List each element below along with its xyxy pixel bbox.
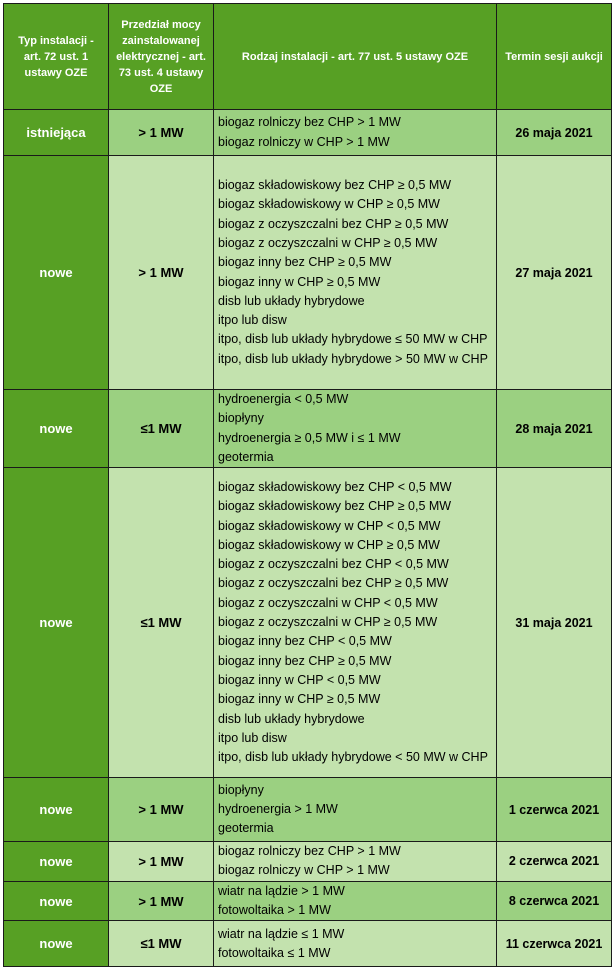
header-installation-kind: Rodzaj instalacji - art. 77 ust. 5 ustawy OZE [214,4,497,110]
installation-type-cell: nowe [4,881,109,921]
installation-kinds-cell [214,468,497,778]
installation-kinds-cell [214,921,497,967]
installation-type-cell: nowe [4,156,109,390]
table-row [4,156,612,390]
installation-kind-item: biogaz składowiskowy bez CHP < 0,5 MW [218,479,452,494]
installation-kind-item: biogaz z oczyszczalni bez CHP ≥ 0,5 MW [218,216,449,231]
installation-type-cell: nowe [4,390,109,468]
installation-kinds-cell [214,778,497,842]
installation-kind-item: biogaz rolniczy bez CHP > 1 MW [218,844,401,859]
installation-kind-item: biogaz inny w CHP ≥ 0,5 MW [218,274,381,289]
installation-type-cell: nowe [4,921,109,967]
installation-kinds-cell [214,110,497,156]
installation-kind-item: biopłyny [218,782,264,797]
installation-kind-item: biopłyny [218,411,264,426]
power-range-cell: ≤1 MW [109,921,214,967]
table-row [4,110,612,156]
power-range-cell: > 1 MW [109,156,214,390]
installation-kind-item: wiatr na lądzie > 1 MW [218,883,345,898]
installation-kind-item: biogaz składowiskowy w CHP ≥ 0,5 MW [218,197,440,212]
installation-kind-item: biogaz składowiskowy bez CHP ≥ 0,5 MW [218,178,452,193]
header-row [4,4,612,110]
installation-kind-item: fotowoltaika > 1 MW [218,903,331,918]
power-range-cell: > 1 MW [109,881,214,921]
power-range-cell: > 1 MW [109,842,214,882]
installation-kind-item: biogaz inny bez CHP ≥ 0,5 MW [218,653,392,668]
installation-kind-item: biogaz inny bez CHP ≥ 0,5 MW [218,255,392,270]
installation-type-cell: istniejąca [4,110,109,156]
table-row [4,778,612,842]
installation-kind-item: hydroenergia ≥ 0,5 MW i ≤ 1 MW [218,430,401,445]
installation-kind-item: itpo, disb lub układy hybrydowe ≤ 50 MW w CHP [218,332,488,347]
header-session-date: Termin sesji aukcji [497,4,612,110]
session-date-cell: 31 maja 2021 [497,468,612,778]
installation-kinds-cell [214,842,497,882]
table-row [4,881,612,921]
installation-kind-item: biogaz z oczyszczalni w CHP ≥ 0,5 MW [218,235,438,250]
installation-kind-item: biogaz inny w CHP ≥ 0,5 MW [218,692,381,707]
header-power-range: Przedział mocy zainstalowanej elektrycznej - art. 73 ust. 4 ustawy OZE [109,4,214,110]
installation-kind-item: biogaz z oczyszczalni w CHP < 0,5 MW [218,595,438,610]
installation-kind-item: itpo lub disw [218,313,287,328]
session-date-cell: 8 czerwca 2021 [497,881,612,921]
session-date-cell: 2 czerwca 2021 [497,842,612,882]
table-row [4,921,612,967]
installation-kind-item: biogaz inny w CHP < 0,5 MW [218,672,381,687]
installation-kind-item: wiatr na lądzie ≤ 1 MW [218,926,345,941]
auction-schedule-table [3,3,612,967]
session-date-cell: 28 maja 2021 [497,390,612,468]
installation-kind-item: geotermia [218,449,274,464]
power-range-cell: > 1 MW [109,110,214,156]
table-row [4,842,612,882]
installation-kind-item: disb lub układy hybrydowe [218,711,365,726]
power-range-cell: > 1 MW [109,778,214,842]
session-date-cell: 27 maja 2021 [497,156,612,390]
table-row [4,468,612,778]
installation-kind-item: biogaz z oczyszczalni w CHP ≥ 0,5 MW [218,615,438,630]
installation-kind-item: itpo, disb lub układy hybrydowe < 50 MW w CHP [218,750,488,765]
table-row [4,390,612,468]
installation-kind-item: biogaz inny bez CHP < 0,5 MW [218,634,392,649]
installation-kind-item: fotowoltaika ≤ 1 MW [218,945,331,960]
installation-kinds-cell [214,390,497,468]
installation-kind-item: biogaz rolniczy w CHP > 1 MW [218,134,390,149]
power-range-cell: ≤1 MW [109,390,214,468]
installation-type-cell: nowe [4,778,109,842]
session-date-cell: 11 czerwca 2021 [497,921,612,967]
installation-kind-item: itpo, disb lub układy hybrydowe > 50 MW w CHP [218,351,488,366]
installation-kind-item: hydroenergia > 1 MW [218,802,338,817]
session-date-cell: 1 czerwca 2021 [497,778,612,842]
installation-kind-item: biogaz składowiskowy bez CHP ≥ 0,5 MW [218,499,452,514]
installation-kind-item: biogaz z oczyszczalni bez CHP ≥ 0,5 MW [218,576,449,591]
installation-kind-item: hydroenergia < 0,5 MW [218,392,349,406]
installation-kind-item: biogaz z oczyszczalni bez CHP < 0,5 MW [218,557,449,572]
session-date-cell: 26 maja 2021 [497,110,612,156]
header-installation-type: Typ instalacji - art. 72 ust. 1 ustawy OZE [4,4,109,110]
installation-kind-item: biogaz składowiskowy w CHP ≥ 0,5 MW [218,537,440,552]
installation-kind-item: geotermia [218,821,274,836]
installation-type-cell: nowe [4,842,109,882]
installation-kind-item: biogaz rolniczy bez CHP > 1 MW [218,115,401,130]
installation-kind-item: disb lub układy hybrydowe [218,293,365,308]
installation-kind-item: biogaz rolniczy w CHP > 1 MW [218,863,390,878]
installation-kind-item: biogaz składowiskowy w CHP < 0,5 MW [218,518,441,533]
installation-kinds-cell [214,881,497,921]
installation-kind-item: itpo lub disw [218,730,287,745]
installation-kinds-cell [214,156,497,390]
power-range-cell: ≤1 MW [109,468,214,778]
table-body [4,110,612,967]
installation-type-cell: nowe [4,468,109,778]
